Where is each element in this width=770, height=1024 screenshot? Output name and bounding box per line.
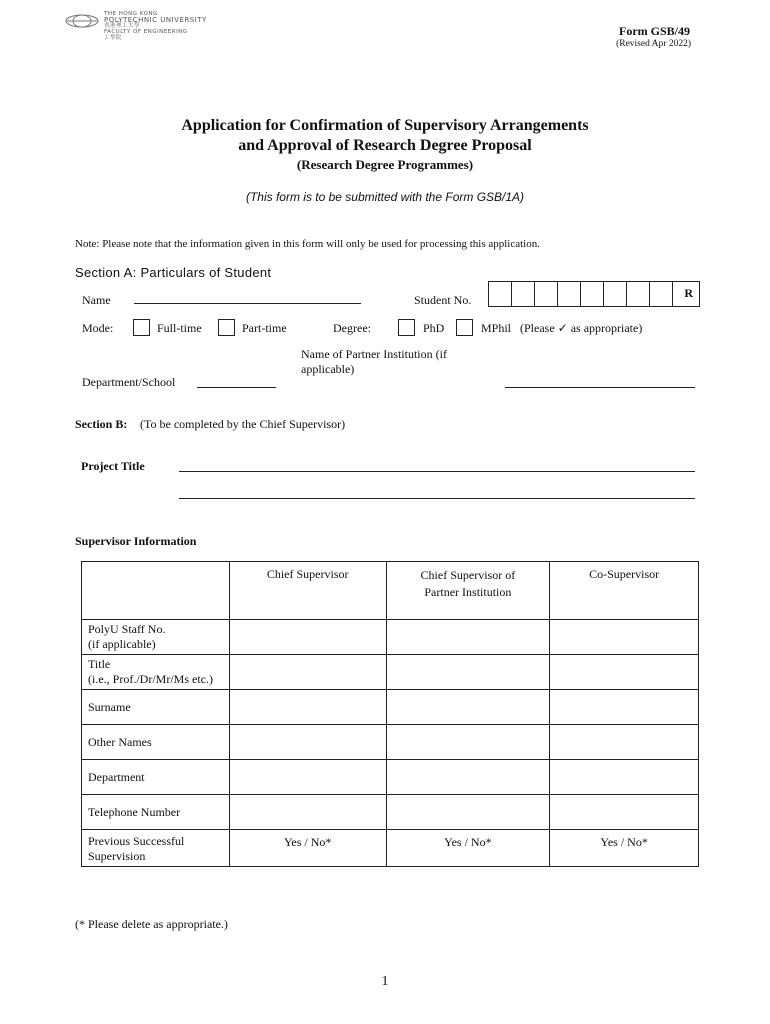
table-row: [82, 830, 699, 867]
logo-line: POLYTECHNIC UNIVERSITY: [104, 16, 207, 24]
row-label: Telephone Number: [82, 795, 230, 830]
input-cell[interactable]: [550, 795, 699, 830]
input-cell[interactable]: [229, 760, 386, 795]
parttime-label: Part-time: [242, 321, 287, 335]
name-field[interactable]: [134, 303, 361, 304]
logo-line: FACULTY OF ENGINEERING: [104, 29, 188, 35]
input-cell[interactable]: [386, 690, 550, 725]
mode-label: Mode:: [82, 321, 114, 335]
input-cell[interactable]: [550, 655, 699, 690]
project-title-field-1[interactable]: [179, 471, 695, 472]
department-field[interactable]: [197, 387, 276, 388]
yes-no-cell[interactable]: Yes / No*: [550, 830, 699, 867]
page-number: 1: [381, 974, 389, 989]
form-subtitle: (This form is to be submitted with the Form GSB/1A): [245, 190, 525, 204]
university-logo: [64, 11, 254, 41]
form-title-line3: (Research Degree Programmes): [296, 157, 474, 172]
table-row: [82, 620, 699, 655]
partner-institution-label-2: applicable): [301, 362, 355, 376]
logo-line: THE HONG KONG: [104, 11, 158, 17]
input-cell[interactable]: [229, 620, 386, 655]
yes-no-cell[interactable]: Yes / No*: [229, 830, 386, 867]
section-a-heading: Section A: Particulars of Student: [75, 265, 272, 280]
fulltime-label: Full-time: [157, 321, 202, 335]
department-label: Department/School: [82, 375, 176, 389]
project-title-field-2[interactable]: [179, 498, 695, 499]
row-label: Previous Successful Supervision: [82, 830, 230, 867]
input-cell[interactable]: [550, 760, 699, 795]
input-cell[interactable]: [386, 760, 550, 795]
input-cell[interactable]: [229, 655, 386, 690]
col-partner-chief-supervisor: Chief Supervisor of Partner Institution: [386, 562, 550, 620]
phd-checkbox[interactable]: [398, 319, 415, 336]
parttime-checkbox[interactable]: [218, 319, 235, 336]
table-row: [82, 655, 699, 690]
mphil-label: MPhil: [481, 321, 512, 335]
logo-emblem-icon: [64, 13, 100, 29]
row-label: Department: [82, 760, 230, 795]
supervisor-table: [81, 561, 699, 867]
input-cell[interactable]: [229, 690, 386, 725]
revision-date: (Revised Apr 2022): [616, 39, 691, 49]
col-chief-supervisor: Chief Supervisor: [229, 562, 386, 620]
logo-line: 工學院: [104, 35, 123, 41]
form-title-line1: Application for Confirmation of Supervisory Arrangements: [181, 117, 589, 134]
input-cell[interactable]: [386, 795, 550, 830]
table-row: [82, 760, 699, 795]
table-corner-cell: [82, 562, 230, 620]
partner-institution-label: Name of Partner Institution (if: [301, 347, 447, 361]
yes-no-cell[interactable]: Yes / No*: [386, 830, 550, 867]
section-b-instruction: (To be completed by the Chief Supervisor): [140, 417, 346, 431]
table-row: [82, 795, 699, 830]
input-cell[interactable]: [550, 620, 699, 655]
input-cell[interactable]: [550, 725, 699, 760]
input-cell[interactable]: [229, 795, 386, 830]
input-cell[interactable]: [386, 620, 550, 655]
form-code: Form GSB/49: [619, 24, 690, 38]
project-title-label: Project Title: [81, 459, 145, 473]
footnote: (* Please delete as appropriate.): [75, 917, 228, 931]
input-cell[interactable]: [386, 655, 550, 690]
row-label: Other Names: [82, 725, 230, 760]
table-row: [82, 690, 699, 725]
form-title-line2: and Approval of Research Degree Proposal: [238, 137, 532, 154]
partner-institution-field[interactable]: [505, 387, 695, 388]
supervisor-info-heading: Supervisor Information: [75, 534, 197, 548]
col-co-supervisor: Co-Supervisor: [550, 562, 699, 620]
student-no-label: Student No.: [414, 293, 472, 307]
phd-label: PhD: [423, 321, 445, 335]
row-label: PolyU Staff No. (if applicable): [82, 620, 230, 655]
row-label: Title (i.e., Prof./Dr/Mr/Ms etc.): [82, 655, 230, 690]
check-instruction: (Please ✓ as appropriate): [520, 321, 643, 335]
row-label: Surname: [82, 690, 230, 725]
table-header-row: [82, 562, 699, 620]
fulltime-checkbox[interactable]: [133, 319, 150, 336]
name-label: Name: [82, 293, 111, 307]
privacy-note: Note: Please note that the information given in this form will only be used for processing this application.: [75, 238, 540, 250]
student-no-field[interactable]: [488, 281, 700, 307]
table-row: [82, 725, 699, 760]
section-b-heading: Section B:: [75, 417, 128, 431]
input-cell[interactable]: [229, 725, 386, 760]
mphil-checkbox[interactable]: [456, 319, 473, 336]
student-no-suffix: R: [684, 286, 693, 300]
degree-label: Degree:: [333, 321, 371, 335]
logo-line: 香港理工大學: [104, 23, 141, 29]
input-cell[interactable]: [550, 690, 699, 725]
input-cell[interactable]: [386, 725, 550, 760]
